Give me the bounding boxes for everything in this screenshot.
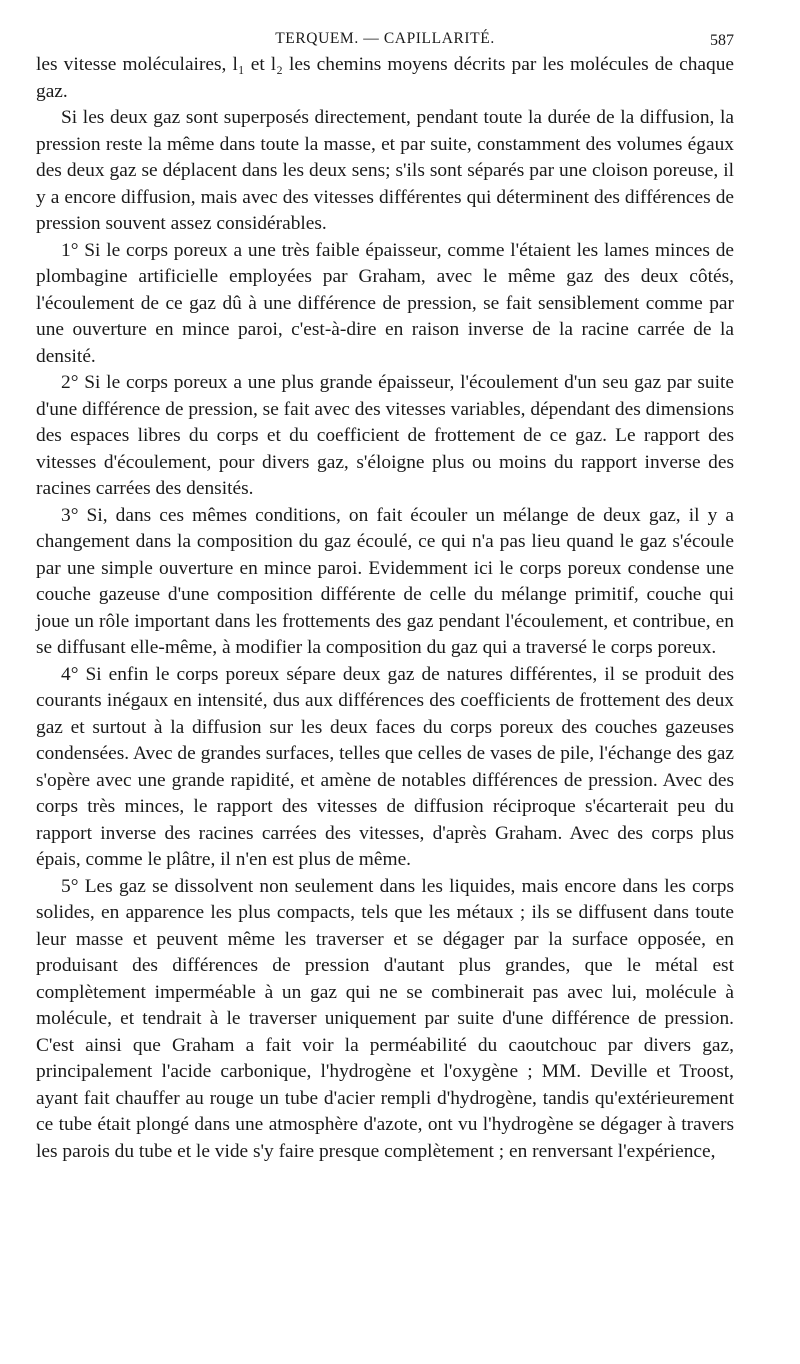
paragraph-point-1: 1° Si le corps poreux a une très faible épaisseur, comme l'étaient les lames minces de plombagine artificielle employées par Graham, avec le même gaz des deux côtés, l'écoulement de ce gaz dû à une différence de pression, se fait sensiblement comme par une ouverture en mince paroi, c'est-à-dire en raison inverse de la racine carrée de la densité. [36,239,734,367]
paragraph-point-2: 2° Si le corps poreux a une plus grande épaisseur, l'écoulement d'un seu gaz par suite d'une différence de pression, se fait avec des vitesses variables, dépendant des dimensions des espaces libres du corps et du coefficient de frottement de ce gaz. Le rapport des vitesses d'écoulement, pour divers gaz, s'éloigne plus ou moins du rapport inverse des racines carrées des densités. [36,372,734,499]
paragraph-diffusion: Si les deux gaz sont superposés directement, pendant toute la durée de la diffusion, la pression reste la même dans toute la masse, et par suite, constamment des volumes égaux des deux gaz se déplacent dans les deux sens; s'ils sont séparés par une cloison poreuse, il y a encore diffusion, mais avec des vitesses différentes qui déterminent des différences de pression souvent assez considérables. [36,107,734,234]
body-text [36,52,734,1165]
page-number: 587 [710,32,734,49]
running-title: TERQUEM. — CAPILLARITÉ. [275,30,495,47]
paragraph-continuation: les vitesse moléculaires, l₁ et l₂ les chemins moyens décrits par les molécules de chaque gaz. [36,54,734,102]
document-page [36,0,734,1165]
paragraph-point-4: 4° Si enfin le corps poreux sépare deux gaz de natures différentes, il se produit des courants inégaux en intensité, dus aux différences des coefficients de frottement des deux gaz et surtout à la diffusion sur les deux faces du corps poreux des couches gazeuses condensées. Avec de grandes surfaces, telles que celles de vases de pile, l'échange des gaz s'opère avec une grande rapidité, et amène de notables différences de pression. Avec des corps très minces, le rapport des vitesses de diffusion réciproque s'écarterait peu du rapport inverse des racines carrées des vitesses, d'après Graham. Avec des corps plus épais, comme le plâtre, il n'en est plus de même. [36,663,734,870]
page-header [36,0,734,52]
paragraph-point-3: 3° Si, dans ces mêmes conditions, on fait écouler un mélange de deux gaz, il y a changement dans la composition du gaz écoulé, ce qui n'a pas lieu quand le gaz s'écoule par une simple ouverture en mince paroi. Evidemment ici le corps poreux condense une couche gazeuse d'une composition différente de celle du mélange primitif, couche qui joue un rôle important dans les frottements des gaz pendant l'écoulement, et contribue, en se diffusant elle-même, à modifier la composition du gaz qui a traversé le corps poreux. [36,504,734,658]
paragraph-point-5: 5° Les gaz se dissolvent non seulement dans les liquides, mais encore dans les corps solides, en apparence les plus compacts, tels que les métaux ; ils se diffusent dans toute leur masse et peuvent même les traverser et se dégager par la surface opposée, en produisant des différences de pression d'autant plus grandes, que le métal est complètement imperméable à un gaz qui ne se combinerait pas avec lui, molécule à molécule, et tendrait à le traverser uniquement par suite d'une différence de pression. C'est ainsi que Graham a fait voir la perméabilité du caoutchouc par divers gaz, principalement l'acide carbonique, l'hydrogène et l'oxygène ; MM. Deville et Troost, ayant fait chauffer au rouge un tube d'acier rempli d'hydrogène, tandis qu'extérieurement ce tube était plongé dans une atmosphère d'azote, ont vu l'hydrogène se dégager à travers les parois du tube et le vide s'y faire presque complètement ; en renversant l'expérience, [36,875,734,1162]
